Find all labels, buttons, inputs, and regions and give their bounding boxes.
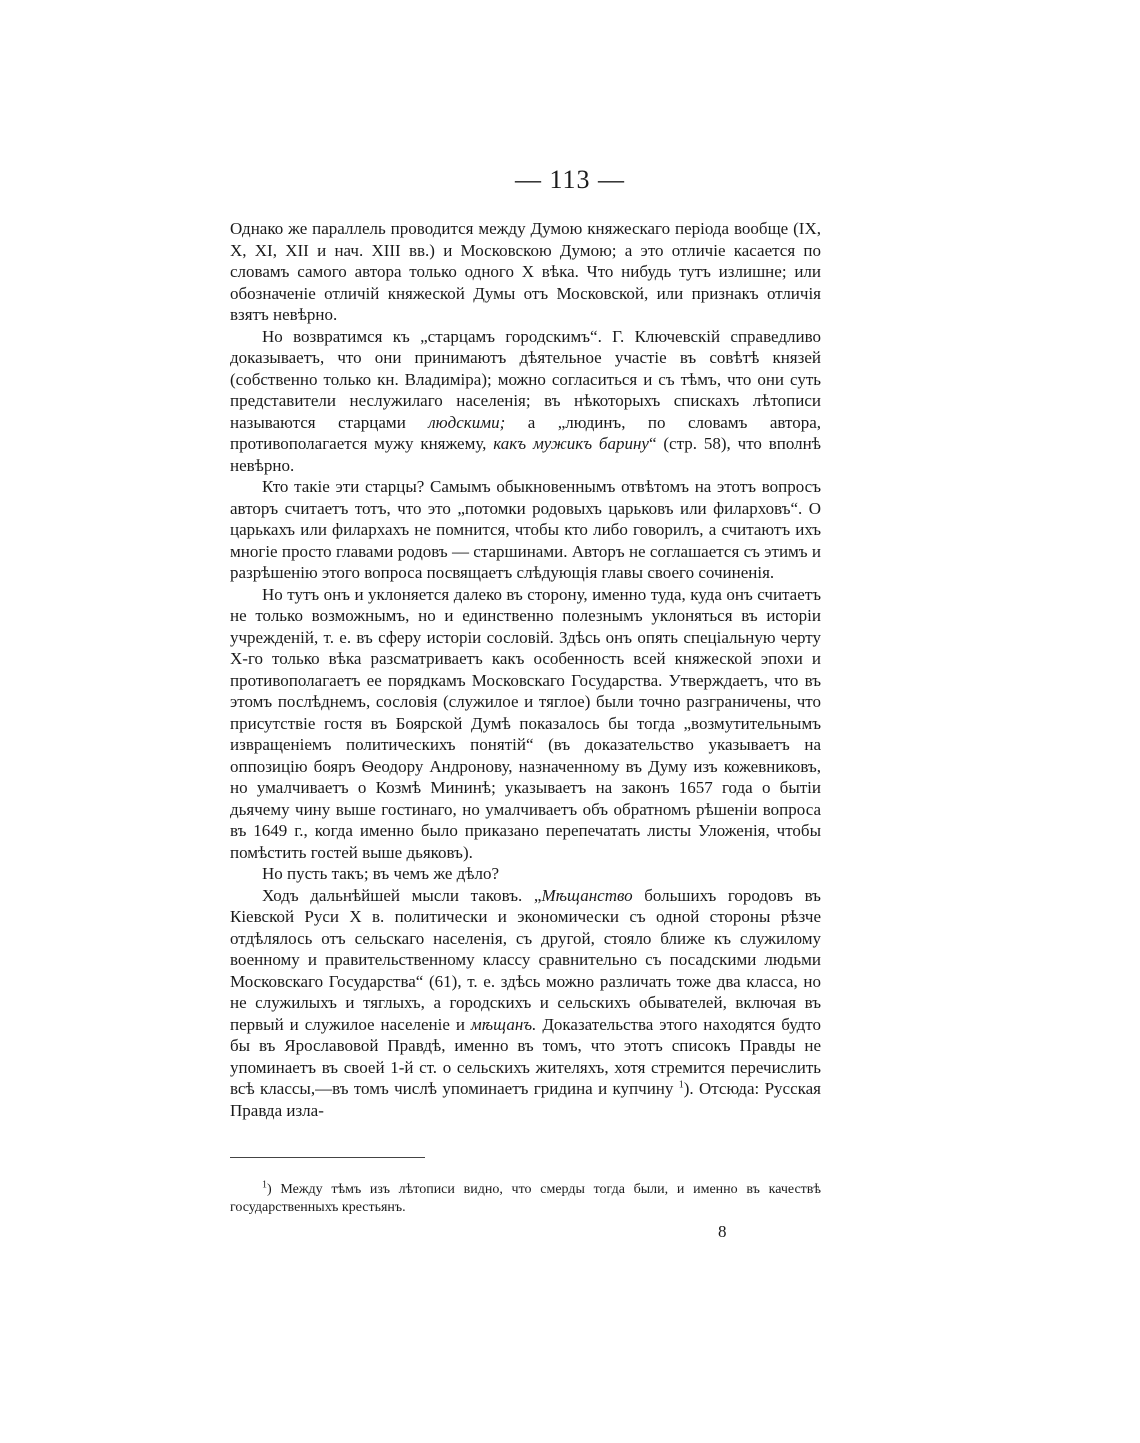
text-run: Доказательства этого находятся будто бы въ Ярославовой Правдѣ, именно въ томъ, что этотъ списокъ Правды не упоминаетъ въ своей 1-й ст. о сельскихъ жителяхъ, хотя стремится перечислить всѣ классы,—въ томъ числѣ упоминаетъ гридина и купчину bbox=[230, 1014, 822, 1098]
italic-text: какъ мужикъ барину bbox=[493, 434, 649, 453]
text-run: Но возвратимся къ „старцамъ городскимъ“. Г. Ключевскій справедливо доказываетъ, что они принимаютъ дѣятельное участіе въ совѣтѣ князей (собственно только кн. Владиміра); можно согласиться и съ тѣмъ, что они суть представители неслужилаго населенія; въ нѣкоторыхъ спискахъ лѣтописи называются старцами bbox=[230, 326, 821, 432]
italic-text: людскими; bbox=[428, 412, 506, 432]
text-run: Но тутъ онъ и уклоняется далеко въ сторону, именно туда, куда онъ считаетъ не только возможнымъ, но и единственно полезнымъ уклоняться въ исторіи учрежденій, т. е. въ сферу исторіи сословій. Здѣсь онъ опять спеціальную черту X-го только вѣка разсматриваетъ какъ особенность всей княжеской эпохи и противополагаетъ ее порядкамъ Московскаго Государства. Утверждаетъ, что въ этомъ послѣднемъ, сословія (служилое и тяглое) были точно разграничены, что присутствіе гостя въ Боярской Думѣ показалось бы тогда „возмутительнымъ извращеніемъ политическихъ понятій“ (въ доказательство указываетъ на оппозицію бояръ Ѳеодору Андронову, назначенному въ Думу изъ кожевниковъ, но умалчиваетъ о Козмѣ Мининѣ; указываетъ на законъ 1657 года о бытіи дьячему чину выше гостинаго, но умалчиваетъ объ обратномъ рѣшеніи вопроса въ 1649 г., когда именно было приказано перепечатать листы Уложенія, чтобы помѣстить гостей выше дьяковъ). bbox=[230, 584, 821, 862]
text-run: Ходъ дальнѣйшей мысли таковъ. „ bbox=[262, 885, 542, 905]
footnote-text: ) Между тѣмъ изъ лѣтописи видно, что смерды тогда были, и именно въ качествѣ государственныхъ крестьянъ. bbox=[230, 1182, 821, 1215]
paragraph bbox=[230, 476, 821, 584]
text-run: Кто такіе эти старцы? Самымъ обыкновеннымъ отвѣтомъ на этотъ вопросъ авторъ считаетъ тотъ, что это „потомки родовыхъ царьковъ или филарховъ“. О царькахъ или филархахъ не помнится, чтобы кто либо говорилъ, а считаютъ ихъ многіе просто главами родовъ — старшинами. Авторъ не соглашается съ этимъ и разрѣшенію этого вопроса посвящаетъ слѣдующія главы своего сочиненія. bbox=[230, 477, 821, 582]
text-run: Однако же параллель проводится между Думою княжескаго періода вообще (IX, X, XI, XII и нач. XIII вв.) и Московскою Думою; а это отличіе касается по словамъ самого автора только одного X вѣка. Что нибудь тутъ излишне; или обозначеніе отличій княжеской Думы отъ Московской, или признакъ отличія взятъ невѣрно. bbox=[230, 219, 821, 324]
footnote-divider bbox=[230, 1157, 425, 1158]
italic-text: Мѣщанство bbox=[541, 885, 633, 905]
paragraph bbox=[230, 885, 821, 1122]
text-run: Но пусть такъ; въ чемъ же дѣло? bbox=[262, 864, 500, 883]
paragraph bbox=[230, 584, 821, 864]
paragraph bbox=[230, 863, 821, 885]
text-run: а „людинъ, по словамъ автора, противополагается мужу княжему, bbox=[230, 412, 821, 453]
footnote-ref: 1 bbox=[678, 1079, 684, 1091]
paragraph bbox=[230, 326, 821, 477]
footnote bbox=[230, 1181, 821, 1217]
text-run: ). Отсюда: Русская Правда изла- bbox=[230, 1079, 821, 1120]
body-text bbox=[230, 218, 821, 1121]
page-number: — 113 — bbox=[514, 165, 626, 194]
paragraph bbox=[230, 218, 821, 326]
text-run: “ (стр. 58), что вполнѣ невѣрно. bbox=[230, 434, 821, 475]
footnote-marker: 1 bbox=[262, 1179, 267, 1191]
signature-mark: 8 bbox=[718, 1222, 727, 1241]
italic-text: мѣщанъ. bbox=[470, 1014, 537, 1034]
text-run: большихъ городовъ въ Кіевской Руси X в. политически и экономически съ одной стороны рѣзче отдѣлялось отъ сельскаго населенія, съ другой, стояло ближе къ служилому военному и правительственному классу сравнительно съ посадскими людьми Московскаго Государства“ (61), т. е. здѣсь можно различать тоже два класса, но не служилыхъ и тяглыхъ, а городскихъ и сельскихъ обывателей, включая въ первый и служилое населеніе и bbox=[230, 885, 821, 1034]
